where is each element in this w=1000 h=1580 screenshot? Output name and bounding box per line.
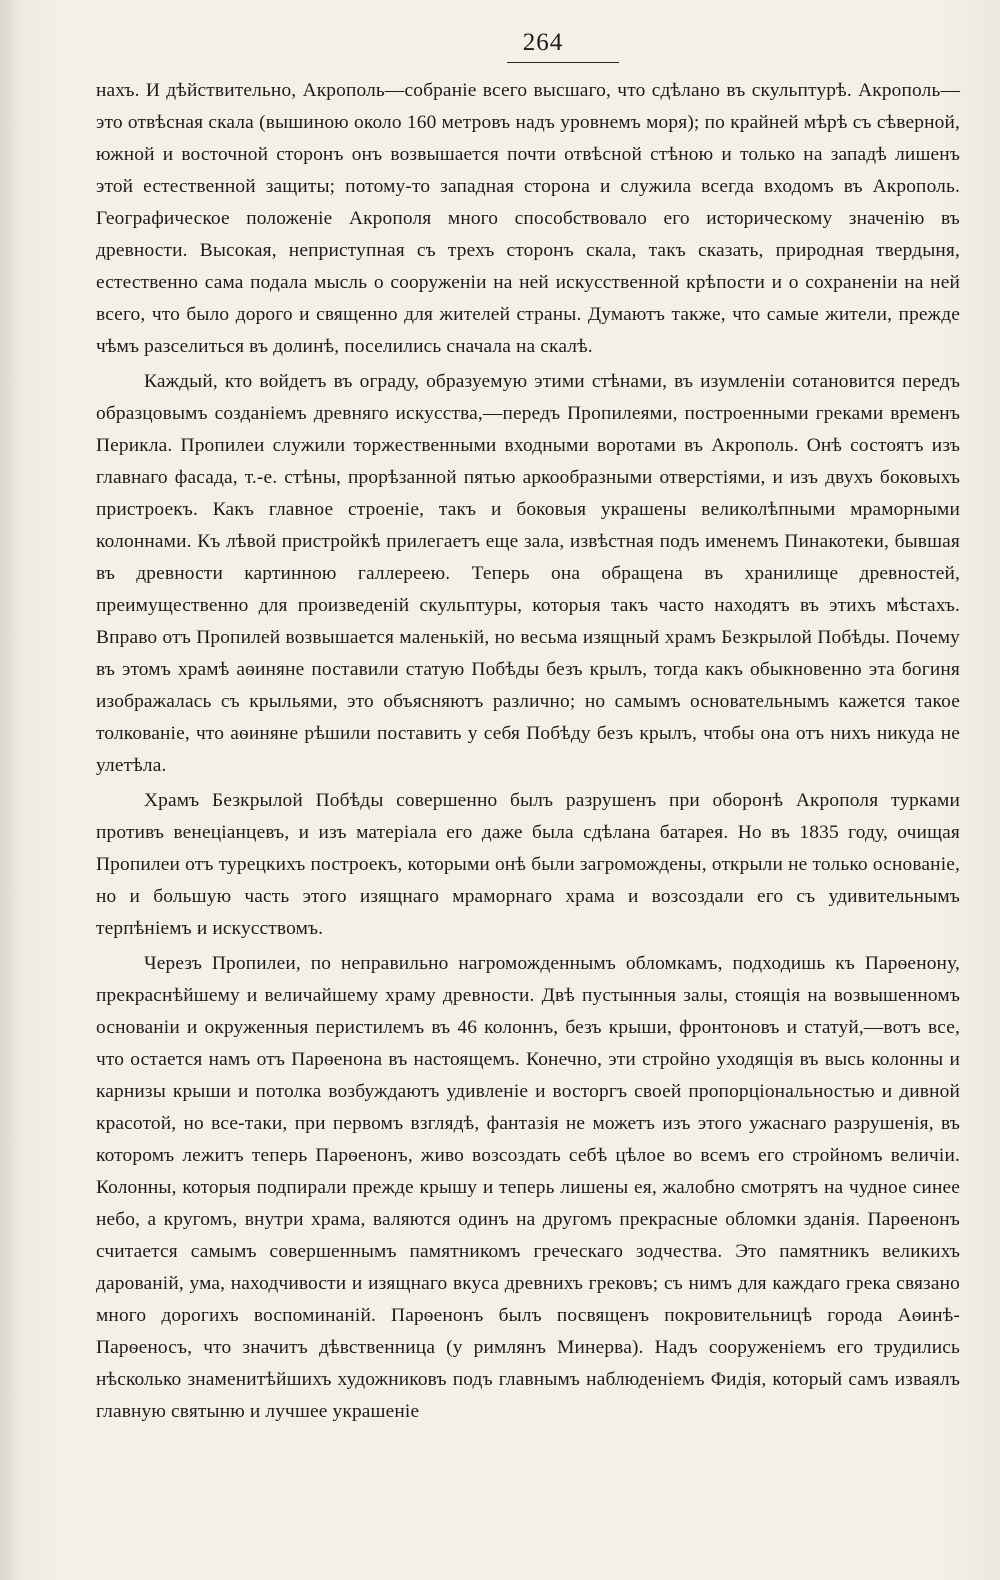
header-rule [507, 62, 619, 63]
page-number: 264 [522, 29, 564, 56]
paragraph-1: нахъ. И дѣйствительно, Акрополь—собраніе всего высшаго, что сдѣлано въ скульптурѣ. Акрополь—это отвѣсная скала (вышиною около 160 метровъ надъ уровнемъ моря); по крайней мѣрѣ съ сѣверной, южной и восточной сторонъ онъ возвышается почти отвѣсной стѣною и только на западѣ лишенъ этой естественной защиты; потому-то западная сторона и служила всегда входомъ въ Акрополь. Географическое положеніе Акрополя много способствовало его историческому значенію въ древности. Высокая, неприступная съ трехъ сторонъ скала, такъ сказать, природная твердыня, естественно сама подала мысль о сооруженіи на ней искусственной крѣпости и о сохраненіи на ней всего, что было дорого и священно для жителей страны. Думаютъ также, что самые жители, прежде чѣмъ разселиться въ долинѣ, поселились сначала на скалѣ. [96, 80, 960, 357]
paragraph-4: Черезъ Пропилеи, по неправильно нагроможденнымъ обломкамъ, подходишь къ Парѳенону, прекраснѣйшему и величайшему храму древности. Двѣ пустынныя залы, стоящія на возвышенномъ основаніи и окруженныя перистилемъ въ 46 колоннъ, безъ крыши, фронтоновъ и статуй,—вотъ все, что остается намъ отъ Парѳенона въ настоящемъ. Конечно, эти стройно уходящія въ высь колонны и карнизы крыши и потолка возбуждаютъ удивленіе и восторгъ своей пропорціональностью и дивной красотой, но все-таки, при первомъ взглядѣ, фантазія не можетъ изъ этого ужаснаго разрушенія, въ которомъ лежитъ теперь Парѳенонъ, живо возсоздать себѣ цѣлое во всемъ его стройномъ величіи. Колонны, которыя подпирали прежде крышу и теперь лишены ея, жалобно смотрятъ на чудное синее небо, а кругомъ, внутри храма, валяются одинъ на другомъ прекрасные обломки зданія. Парѳенонъ считается самымъ совершеннымъ памятникомъ греческаго зодчества. Это памятникъ великихъ дарованій, ума, находчивости и изящнаго вкуса древнихъ грековъ; съ нимъ для каждаго грека связано много дорогихъ воспоминаній. Парѳенонъ былъ посвященъ покровительницѣ города Аѳинѣ-Парѳеносъ, что значитъ дѣвственница (у римлянъ Минерва). Надъ сооруженіемъ его трудились нѣсколько знаменитѣйшихъ художниковъ подъ главнымъ наблюденіемъ Фидія, который самъ изваялъ главную святыню и лучшее украшеніе [96, 953, 960, 1422]
gutter-shadow [0, 0, 18, 1580]
paragraph-2: Каждый, кто войдетъ въ ограду, образуемую этими стѣнами, въ изумленіи сотановится передъ образцовымъ созданіемъ древняго искусства,—передъ Пропилеями, построенными греками временъ Перикла. Пропилеи служили торжественными входными воротами въ Акрополь. Онѣ состоятъ изъ главнаго фасада, т.-е. стѣны, прорѣзанной пятью аркообразными отверстіями, и изъ двухъ боковыхъ пристроекъ. Какъ главное строеніе, такъ и боковыя украшены великолѣпными мраморными колоннами. Къ лѣвой пристройкѣ прилегаетъ еще зала, извѣстная подъ именемъ Пинакотеки, бывшая въ древности картинною галлереею. Теперь она обращена въ хранилище древностей, преимущественно для произведеній скульптуры, которыя такъ часто находятъ въ этихъ мѣстахъ. Вправо отъ Пропилей возвышается маленькій, но весьма изящный храмъ Безкрылой Побѣды. Почему въ этомъ храмѣ аѳиняне поставили статую Побѣды безъ крылъ, тогда какъ обыкновенно эта богиня изображалась съ крыльями, это объясняютъ различно; но самымъ основательнымъ кажется такое толкованіе, что аѳиняне рѣшили поставить у себя Побѣду безъ крылъ, чтобы она отъ нихъ никуда не улетѣла. [96, 371, 960, 776]
body-text [96, 75, 960, 1428]
paragraph-3: Храмъ Безкрылой Побѣды совершенно былъ разрушенъ при оборонѣ Акрополя турками противъ венеціанцевъ, и изъ матеріала его даже была сдѣлана батарея. Но въ 1835 году, очищая Пропилеи отъ турецкихъ построекъ, которыми онѣ были загромождены, открыли не только основаніе, но и большую часть этого изящнаго мраморнаго храма и возсоздали его съ удивительнымъ терпѣніемъ и искусствомъ. [96, 790, 960, 939]
